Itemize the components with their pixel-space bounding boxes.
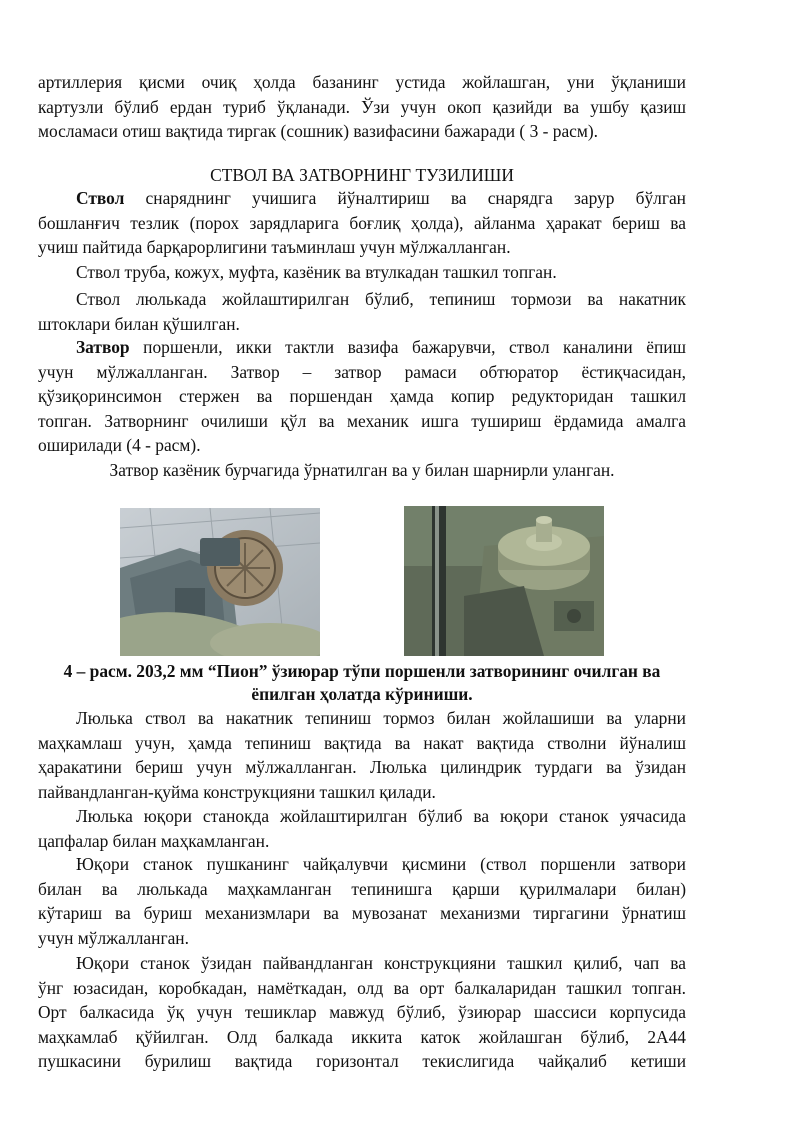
lyulka-paragraph-2 [38, 804, 686, 853]
photo-breech-open [120, 508, 320, 656]
text-line: цапфалар билан маҳкамланган. [38, 830, 270, 851]
text-line: Ствол труба, кожух, муфта, казёник ва втулкадан ташкил топган. [76, 262, 557, 282]
text-line: Юқори станок ўзидан пайвандланган конструкцияни ташкил қилиб, чап ва [76, 953, 686, 973]
caption-line: 4 – расм. 203,2 мм “Пион” ўзиюрар тўпи поршенли затворининг очилган ва [63, 661, 661, 681]
text-line: Ствол люлькада жойлаштирилган бўлиб, тепиниш тормози ва накатник [76, 289, 686, 309]
text-line: ўнг юзасидан, коробкадан, намёткадан, олд ва орт балкаларидан ташкил топган. [38, 977, 686, 998]
text-line: Юқори станок пушканинг чайқалувчи қисмини (ствол поршенли затвори [76, 854, 686, 874]
text-line: учун мўлжалланган. [38, 927, 189, 948]
text-line: қўзиқоринсимон стержен ва поршендан ҳамда копир редукторидан ташкил [38, 386, 686, 407]
intro-paragraph [38, 70, 686, 144]
text-line: ҳаракатини бериш учун мўлжалланган. Люлька цилиндрик турдаги ва ўзидан [38, 757, 686, 778]
text-line: учун мўлжалланган. Затвор – затвор рамаси обтюратор ёстиқчасидан, [38, 361, 686, 382]
text-line: артиллерия қисми очиқ ҳолда базанинг устида жойлашган, уни ўқланиши [38, 72, 686, 92]
text-line: учиш пайтида барқарорлигини таъминлаш учун мўлжалланган. [38, 237, 511, 258]
section-heading: СТВОЛ ВА ЗАТВОРНИНГ ТУЗИЛИШИ [210, 165, 514, 185]
text-line: Орт балкасида ўқ учун тешиклар мавжуд бўлиб, ўзиюрар шассиси корпусида [38, 1002, 686, 1023]
stanok-paragraph-2 [38, 951, 686, 1074]
stanok-paragraph-1 [38, 852, 686, 950]
text-line: маҳкамлаб қўйилган. Олд балкада иккита каток жойлашган бўлиб, 2А44 [38, 1026, 686, 1047]
caption-line: ёпилган ҳолатда кўриниши. [251, 684, 473, 704]
stvol-paragraph [38, 186, 686, 260]
text-line: маҳкамлаш учун, ҳамда тепиниш вақтида ва накат вақтида стволни йўналиш [38, 732, 686, 753]
zatvor-mount-paragraph: Затвор казёник бурчагида ўрнатилган ва у билан шарнирли уланган. [109, 460, 615, 480]
text-line: картузли бўлиб ердан туриб ўқланади. Ўзи учун окоп қазийди ва ушбу қазиш [38, 96, 686, 117]
text-line: Люлька ствол ва накатник тепиниш тормоз билан жойлашиши ва уларни [76, 708, 686, 728]
text-line: пайвандланган-қуйма конструкцияни ташкил қилади. [38, 781, 436, 802]
text-line: штоклари билан қўшилган. [38, 313, 240, 334]
text-line: оширилади (4 - расм). [38, 435, 201, 456]
stvol-parts-paragraph [38, 260, 686, 285]
text-line [38, 186, 686, 211]
photo-breech-closed [404, 506, 604, 656]
text-line: мосламаси отиш вақтида тиргак (сошник) вазифасини бажаради ( 3 - расм). [38, 121, 599, 142]
zatvor-term: Затвор [76, 337, 130, 357]
text-line: билан ва люлькада маҳкамланган тепинишга қарши қурилмалари билан) [38, 878, 686, 899]
stvol-mount-paragraph [38, 287, 686, 336]
text-fragment: снаряднинг учишига йўналтириш ва снарядга зарур бўлган [124, 188, 686, 208]
text-line: кўтариш ва буриш механизмлари ва мувозанат механизми тиргагини ўрнатиш [38, 903, 686, 924]
lyulka-paragraph-1 [38, 706, 686, 804]
text-line: топган. Затворнинг очилиши қўл ва механик ишга тушириш ёрдамида амалга [38, 410, 686, 431]
breech-closed-image [404, 506, 604, 656]
breech-open-image [120, 508, 320, 656]
figure-caption [38, 660, 686, 706]
text-line: пушкасини бурилиш вақтида горизонтал текислигида чайқалиб кетиши [38, 1051, 686, 1072]
text-line: Люлька юқори станокда жойлаштирилган бўлиб ва юқори станок уячасида [76, 806, 686, 826]
text-line [38, 335, 686, 360]
text-line: бошланғич тезлик (порох зарядларига боғлиқ ҳолда), айланма ҳаракат бериш ва [38, 212, 686, 233]
zatvor-paragraph [38, 335, 686, 458]
stvol-term: Ствол [76, 188, 125, 208]
text-fragment: поршенли, икки тактли вазифа бажарувчи, ствол каналини ёпиш [129, 337, 686, 357]
